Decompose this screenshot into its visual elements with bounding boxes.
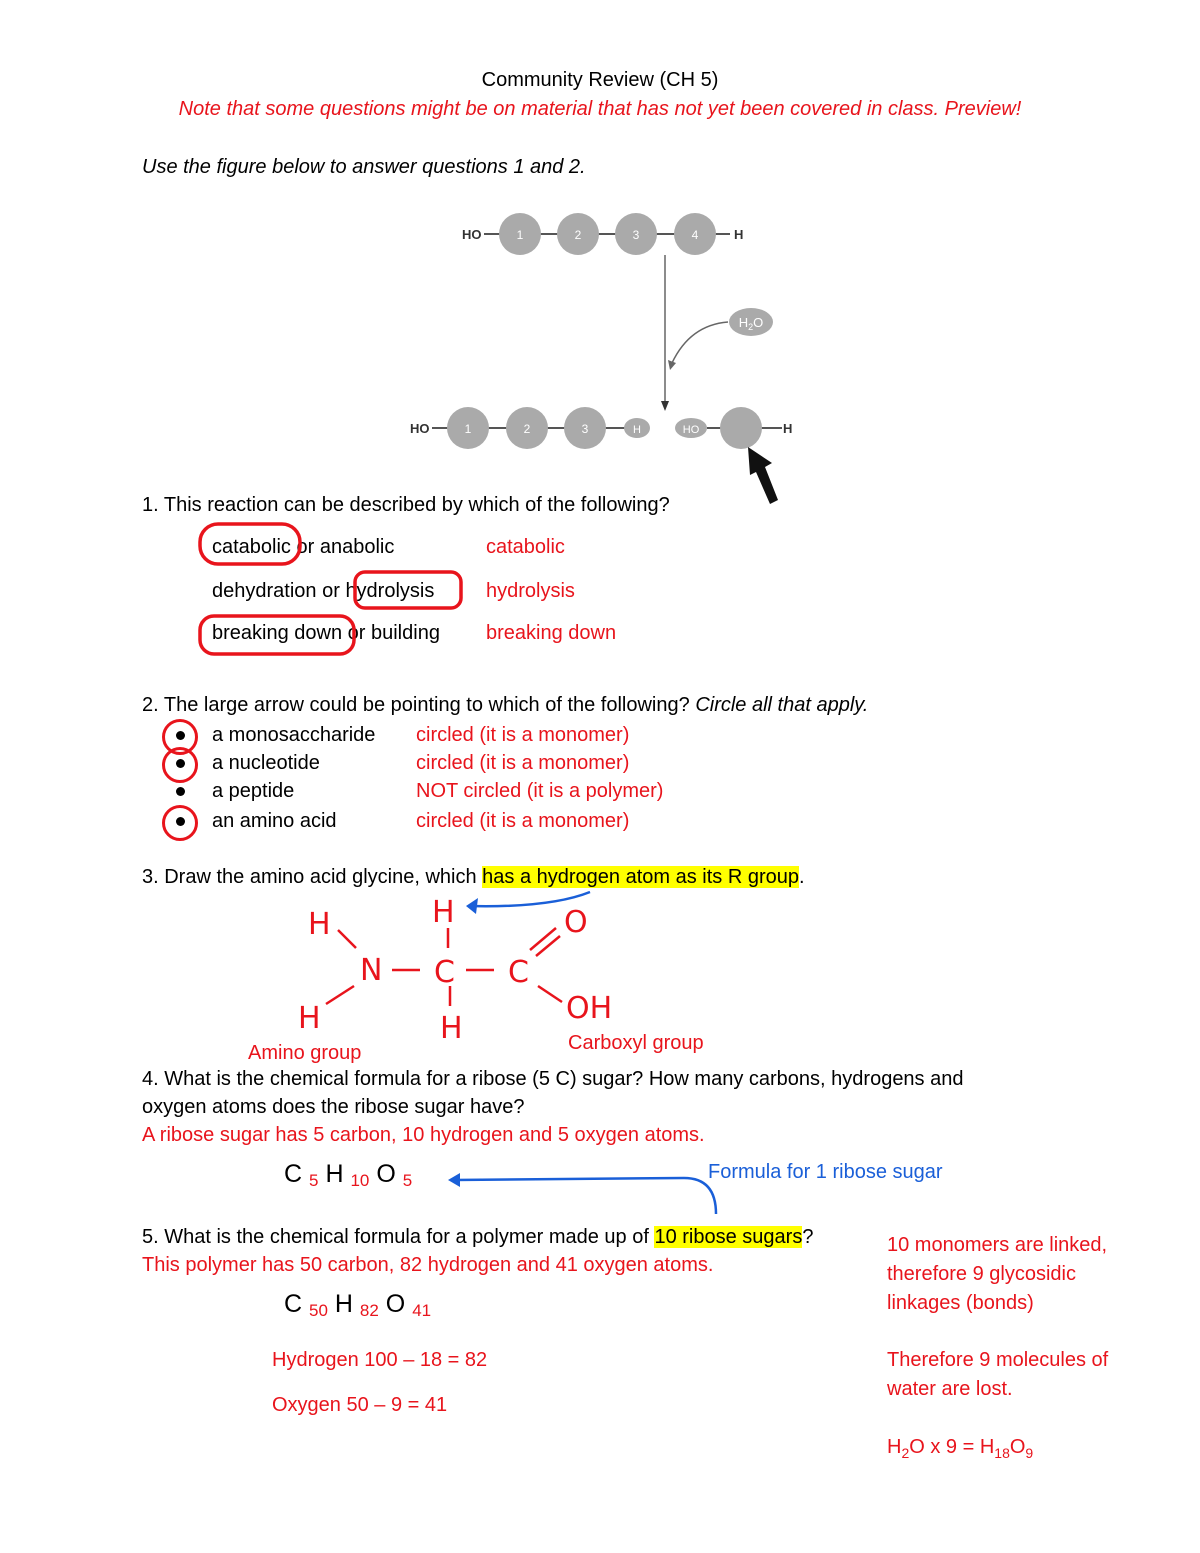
polymer-c: C <box>284 1290 303 1318</box>
q2-circle-4 <box>162 805 198 841</box>
q2-answer-2: circled (it is a monomer) <box>416 752 630 774</box>
q2-option-2: a nucleotide <box>212 752 320 774</box>
q1-row-2-choice-a: dehydration or <box>212 580 340 602</box>
q2-question-text: 2. The large arrow could be pointing to which of the following? <box>142 694 690 716</box>
bottom-bead-1-label: 1 <box>464 422 472 436</box>
q1-hand-circles <box>190 520 480 660</box>
q2-answer-4: circled (it is a monomer) <box>416 810 630 832</box>
q4-question-line2: oxygen atoms does the ribose sugar have? <box>142 1096 525 1118</box>
q3-question <box>142 866 805 889</box>
polymer-c-count: 50 <box>309 1301 328 1320</box>
formula-label: Formula for 1 ribose sugar <box>708 1161 943 1183</box>
ribose-h: H <box>325 1160 344 1188</box>
q1-row-3-choice-b: or building <box>347 622 440 644</box>
top-bead-4-label: 4 <box>691 228 699 242</box>
ribose-c: C <box>284 1160 303 1188</box>
water-eq-h: H <box>887 1436 902 1458</box>
water-eq-o: O <box>1009 1436 1026 1458</box>
side-note-line-3: linkages (bonds) <box>887 1292 1034 1314</box>
water-eq-h18: 18 <box>994 1445 1010 1461</box>
ribose-o-count: 5 <box>402 1171 413 1190</box>
q2-option-1: a monosaccharide <box>212 724 376 746</box>
q1-row-3-choice-a: breaking down <box>212 622 343 644</box>
glycine-n: N <box>360 953 383 988</box>
q2-option-3: a peptide <box>212 780 295 802</box>
side-note-line-1: 10 monomers are linked, <box>887 1234 1108 1256</box>
formula-pointer-arrow <box>444 1170 724 1220</box>
q3-question-end: . <box>799 866 805 888</box>
q3-question-highlight: has a hydrogen atom as its R group <box>482 866 800 888</box>
bottom-h-bead-label: H <box>633 424 641 436</box>
q2-bullet-3 <box>176 787 185 796</box>
glycine-h-upper-left: H <box>308 907 331 942</box>
q5-answer: This polymer has 50 carbon, 82 hydrogen and 41 oxygen atoms. <box>142 1254 714 1276</box>
top-ho-label: HO <box>462 227 482 242</box>
q4-answer: A ribose sugar has 5 carbon, 10 hydrogen and 5 oxygen atoms. <box>142 1124 705 1146</box>
q2-option-4: an amino acid <box>212 810 337 832</box>
large-pointer-arrow <box>748 447 778 504</box>
q4-question-line1: 4. What is the chemical formula for a ribose (5 C) sugar? How many carbons, hydrogens and <box>142 1068 964 1090</box>
amino-group-label: Amino group <box>248 1042 362 1064</box>
top-h-label: H <box>734 227 744 242</box>
polymer-h: H <box>334 1290 353 1318</box>
q2-circle-2 <box>162 747 198 783</box>
ribose-formula <box>284 1160 412 1191</box>
glycine-alpha-c: C <box>434 955 455 990</box>
released-monomer-bead <box>720 407 762 449</box>
q5-question-text: 5. What is the chemical formula for a polymer made up of <box>142 1226 649 1248</box>
circle-breaking-down <box>200 616 354 654</box>
water-note-line-1: Therefore 9 molecules of <box>887 1349 1109 1371</box>
q5-question-highlight: 10 ribose sugars <box>654 1226 803 1248</box>
polymer-formula <box>284 1290 431 1321</box>
top-bead-2-label: 2 <box>574 228 582 242</box>
polymer-o-count: 41 <box>412 1301 432 1320</box>
side-note-line-2: therefore 9 glycosidic <box>887 1263 1076 1285</box>
glycine-h-bottom: H <box>440 1011 463 1045</box>
preview-note: Note that some questions might be on material that has not yet been covered in class. Preview! <box>178 98 1022 120</box>
reaction-arrow-head <box>661 401 669 411</box>
water-note-line-2: water are lost. <box>887 1378 1013 1400</box>
q2-answer-3: NOT circled (it is a polymer) <box>416 780 664 802</box>
q5-question-end: ? <box>802 1226 814 1248</box>
figure-instruction: Use the figure below to answer questions 1 and 2. <box>142 156 586 178</box>
hydrogen-calc: Hydrogen 100 – 18 = 82 <box>272 1349 488 1371</box>
glycine-h-top: H <box>432 895 455 930</box>
bottom-bead-2-label: 2 <box>523 422 531 436</box>
q2-question <box>142 694 868 717</box>
q1-row-2-choice-b: hydrolysis <box>345 580 435 602</box>
carboxyl-group-label: Carboxyl group <box>568 1032 704 1054</box>
reaction-figure <box>400 205 810 505</box>
oxygen-calc: Oxygen 50 – 9 = 41 <box>272 1394 448 1416</box>
q1-row-1-answer: catabolic <box>486 536 565 558</box>
q1-row-1-choice-b: or anabolic <box>296 536 395 558</box>
bottom-ho-bead-label: HO <box>682 424 700 436</box>
bottom-bead-3-label: 3 <box>581 422 589 436</box>
glycine-o: O <box>564 905 588 940</box>
water-label: $H_2O$ <box>738 315 764 332</box>
glycine-carboxyl-c: C <box>508 955 529 990</box>
water-eq-o9: 9 <box>1025 1445 1034 1461</box>
ribose-h-count: 10 <box>350 1171 370 1190</box>
water-curve-arrow <box>672 322 728 363</box>
q2-answer-1: circled (it is a monomer) <box>416 724 630 746</box>
circle-hydrolysis <box>355 572 461 608</box>
water-equation <box>887 1436 1033 1461</box>
water-eq-middle: O x 9 = H <box>909 1436 995 1458</box>
ribose-c-count: 5 <box>309 1171 319 1190</box>
q5-question <box>142 1226 813 1249</box>
glycine-oh: OH <box>566 991 613 1026</box>
bottom-h-label: H <box>783 421 793 436</box>
page-title: Community Review (CH 5) <box>481 69 719 91</box>
q2-question-italic: Circle all that apply. <box>695 694 869 716</box>
q1-row-2-answer: hydrolysis <box>486 580 575 602</box>
top-bead-1-label: 1 <box>516 228 524 242</box>
polymer-o: O <box>385 1290 406 1318</box>
glycine-structure <box>280 890 640 1045</box>
q3-question-text: 3. Draw the amino acid glycine, which <box>142 866 477 888</box>
water-eq-h-count: 2 <box>901 1445 910 1461</box>
q1-row-1-choice-a: catabolic <box>212 536 291 558</box>
polymer-h-count: 82 <box>359 1301 379 1320</box>
bottom-ho-label: HO <box>410 421 430 436</box>
top-bead-3-label: 3 <box>632 228 640 242</box>
q1-row-3-answer: breaking down <box>486 622 617 644</box>
circle-catabolic <box>200 524 300 564</box>
q1-question: 1. This reaction can be described by which of the following? <box>142 494 670 516</box>
glycine-h-lower-left: H <box>298 1001 321 1036</box>
ribose-o: O <box>376 1160 396 1188</box>
